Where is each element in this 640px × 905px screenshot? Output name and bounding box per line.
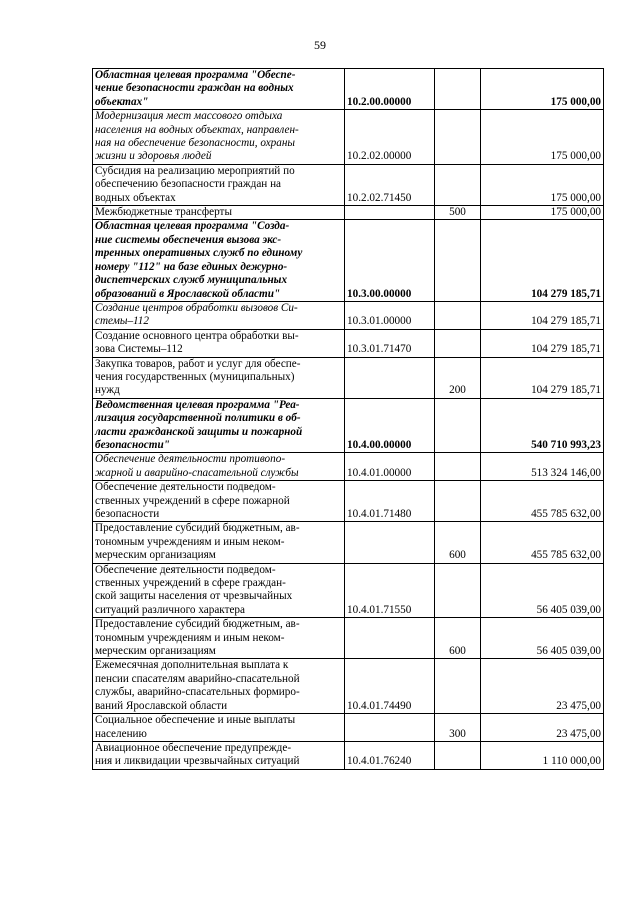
row-name-line: водных объектах: [95, 191, 176, 204]
row-name-line: ласти гражданской защиты и пожарной: [95, 425, 303, 438]
row-name-line: Обеспечение деятельности подведом-: [95, 563, 276, 576]
row-sum: 513 324 146,00: [481, 453, 604, 481]
row-name: [93, 481, 345, 522]
row-name-line: Создание центров обработки вызовов Си-: [95, 301, 298, 314]
row-sum: 540 710 993,23: [481, 398, 604, 453]
row-name-line: ственных учреждений в сфере пожарной: [95, 494, 290, 507]
row-name-line: стемы–112: [95, 315, 149, 328]
row-sum: 455 785 632,00: [481, 481, 604, 522]
row-target-code: 10.3.00.00000: [345, 220, 435, 301]
row-expense-type: [435, 110, 481, 165]
row-expense-type: [435, 398, 481, 453]
row-name-line: жарной и аварийно-спасательной службы: [95, 466, 299, 479]
row-name-line: объектах": [95, 95, 149, 108]
row-name-line: Областная целевая программа "Обеспе-: [95, 69, 296, 81]
row-name-line: безопасности: [95, 508, 160, 520]
row-name-line: Социальное обеспечение и иные выплаты: [95, 714, 296, 727]
row-name-line: ваний Ярославской области: [95, 699, 228, 712]
row-expense-type: [435, 741, 481, 769]
table-row: [93, 206, 604, 220]
row-name: [93, 301, 345, 329]
row-name-line: тренных оперативных служб по единому: [95, 247, 303, 260]
row-target-code: 10.4.00.00000: [345, 398, 435, 453]
row-sum: 23 475,00: [481, 714, 604, 742]
row-name: [93, 618, 345, 659]
row-sum: 175 000,00: [481, 206, 604, 220]
row-name-line: обеспечению безопасности граждан на: [95, 178, 282, 191]
row-name-line: Обеспечение деятельности противопо-: [95, 453, 286, 466]
row-name-line: тономным учреждениям и иным неком-: [95, 631, 285, 644]
row-name: [93, 357, 345, 398]
row-name-line: населения на водных объектах, направлен-: [95, 123, 299, 136]
row-expense-type: 600: [435, 618, 481, 659]
row-name-line: ственных учреждений в сфере граждан-: [95, 577, 286, 590]
row-name-line: ния и ликвидации чрезвычайных ситуаций: [95, 755, 300, 768]
row-name-line: Ежемесячная дополнительная выплата к: [95, 659, 289, 672]
row-sum: 104 279 185,71: [481, 357, 604, 398]
row-target-code: 10.4.01.76240: [345, 741, 435, 769]
row-target-code: 10.3.01.71470: [345, 329, 435, 357]
row-name-line: Закупка товаров, работ и услуг для обеспе-: [95, 357, 301, 370]
page-number: 59: [314, 38, 326, 52]
row-name-line: пенсии спасателям аварийно-спасательной: [95, 672, 300, 685]
row-name: [93, 110, 345, 165]
row-sum: 104 279 185,71: [481, 220, 604, 301]
row-sum: 175 000,00: [481, 69, 604, 110]
row-name: [93, 206, 345, 220]
table-row: [93, 563, 604, 618]
row-expense-type: [435, 301, 481, 329]
row-expense-type: 200: [435, 357, 481, 398]
row-expense-type: [435, 164, 481, 205]
row-name-line: Обеспечение деятельности подведом-: [95, 481, 276, 494]
row-expense-type: [435, 481, 481, 522]
row-target-code: [345, 522, 435, 563]
row-expense-type: 300: [435, 714, 481, 742]
row-name: [93, 220, 345, 301]
row-name-line: чения государственных (муниципальных): [95, 370, 295, 383]
row-expense-type: [435, 563, 481, 618]
row-name-line: Авиационное обеспечение предупрежде-: [95, 741, 292, 754]
row-expense-type: 600: [435, 522, 481, 563]
row-target-code: 10.4.01.71550: [345, 563, 435, 618]
row-expense-type: [435, 69, 481, 110]
table-row: [93, 522, 604, 563]
row-name-line: Межбюджетные трансферты: [95, 206, 232, 219]
table-row: [93, 714, 604, 742]
row-name-line: номеру "112" на базе единых дежурно-: [95, 260, 288, 273]
row-name-line: лизация государственной политики в об-: [95, 412, 301, 425]
row-expense-type: [435, 659, 481, 714]
row-name-line: безопасности": [95, 438, 170, 451]
row-name-line: зова Системы–112: [95, 343, 183, 356]
program-row: [93, 398, 604, 453]
subprogram-row: [93, 110, 604, 165]
row-name-line: Создание основного центра обработки вы-: [95, 329, 299, 342]
row-name-line: Областная целевая программа "Созда-: [95, 220, 290, 233]
row-name: [93, 453, 345, 481]
row-sum: 56 405 039,00: [481, 563, 604, 618]
row-name-line: ная на обеспечение безопасности, охраны: [95, 137, 295, 150]
row-name-line: ситуаций различного характера: [95, 603, 245, 616]
row-name: [93, 69, 345, 110]
table-row: [93, 741, 604, 769]
row-target-code: [345, 206, 435, 220]
row-name-line: ской защиты населения от чрезвычайных: [95, 590, 293, 603]
subprogram-row: [93, 301, 604, 329]
row-target-code: 10.2.02.00000: [345, 110, 435, 165]
row-sum: 175 000,00: [481, 164, 604, 205]
row-name: [93, 741, 345, 769]
row-name: [93, 522, 345, 563]
row-name-line: жизни и здоровья людей: [95, 150, 212, 163]
row-target-code: 10.4.01.71480: [345, 481, 435, 522]
row-name-line: мерческим организациям: [95, 645, 216, 658]
row-name-line: службы, аварийно-спасательных формиро-: [95, 686, 300, 699]
table-row: [93, 659, 604, 714]
row-target-code: [345, 714, 435, 742]
row-target-code: 10.4.01.74490: [345, 659, 435, 714]
row-sum: 104 279 185,71: [481, 301, 604, 329]
row-sum: 1 110 000,00: [481, 741, 604, 769]
row-target-code: [345, 357, 435, 398]
row-target-code: 10.2.02.71450: [345, 164, 435, 205]
row-name-line: образований в Ярославской области": [95, 287, 281, 300]
row-name-line: Предоставление субсидий бюджетным, ав-: [95, 618, 300, 631]
row-sum: 175 000,00: [481, 110, 604, 165]
row-name-line: диспетчерских служб муниципальных: [95, 274, 288, 287]
row-name-line: мерческим организациям: [95, 549, 216, 562]
program-row: [93, 220, 604, 301]
row-name-line: Ведомственная целевая программа "Реа-: [95, 398, 300, 411]
row-target-code: [345, 618, 435, 659]
budget-table-body: [93, 69, 604, 770]
row-name-line: Предоставление субсидий бюджетным, ав-: [95, 522, 300, 535]
row-name: [93, 714, 345, 742]
row-sum: 455 785 632,00: [481, 522, 604, 563]
row-name: [93, 563, 345, 618]
table-row: [93, 357, 604, 398]
row-name: [93, 659, 345, 714]
row-target-code: 10.3.01.00000: [345, 301, 435, 329]
row-name-line: тономным учреждениям и иным неком-: [95, 535, 285, 548]
row-target-code: 10.2.00.00000: [345, 69, 435, 110]
subprogram-row: [93, 453, 604, 481]
table-row: [93, 329, 604, 357]
row-name-line: населению: [95, 727, 147, 740]
row-expense-type: [435, 220, 481, 301]
program-row: [93, 69, 604, 110]
row-name: [93, 398, 345, 453]
row-sum: 23 475,00: [481, 659, 604, 714]
row-expense-type: 500: [435, 206, 481, 220]
table-row: [93, 481, 604, 522]
row-name-line: Субсидия на реализацию мероприятий по: [95, 164, 295, 177]
row-name-line: чение безопасности граждан на водных: [95, 82, 294, 95]
row-target-code: 10.4.01.00000: [345, 453, 435, 481]
row-expense-type: [435, 453, 481, 481]
row-sum: 56 405 039,00: [481, 618, 604, 659]
row-expense-type: [435, 329, 481, 357]
row-name-line: нужд: [95, 384, 120, 397]
row-name: [93, 164, 345, 205]
table-row: [93, 164, 604, 205]
row-name: [93, 329, 345, 357]
table-row: [93, 618, 604, 659]
row-name-line: Модернизация мест массового отдыха: [95, 110, 283, 123]
row-name-line: ние системы обеспечения вызова экс-: [95, 233, 282, 246]
budget-table: [92, 68, 604, 770]
row-sum: 104 279 185,71: [481, 329, 604, 357]
